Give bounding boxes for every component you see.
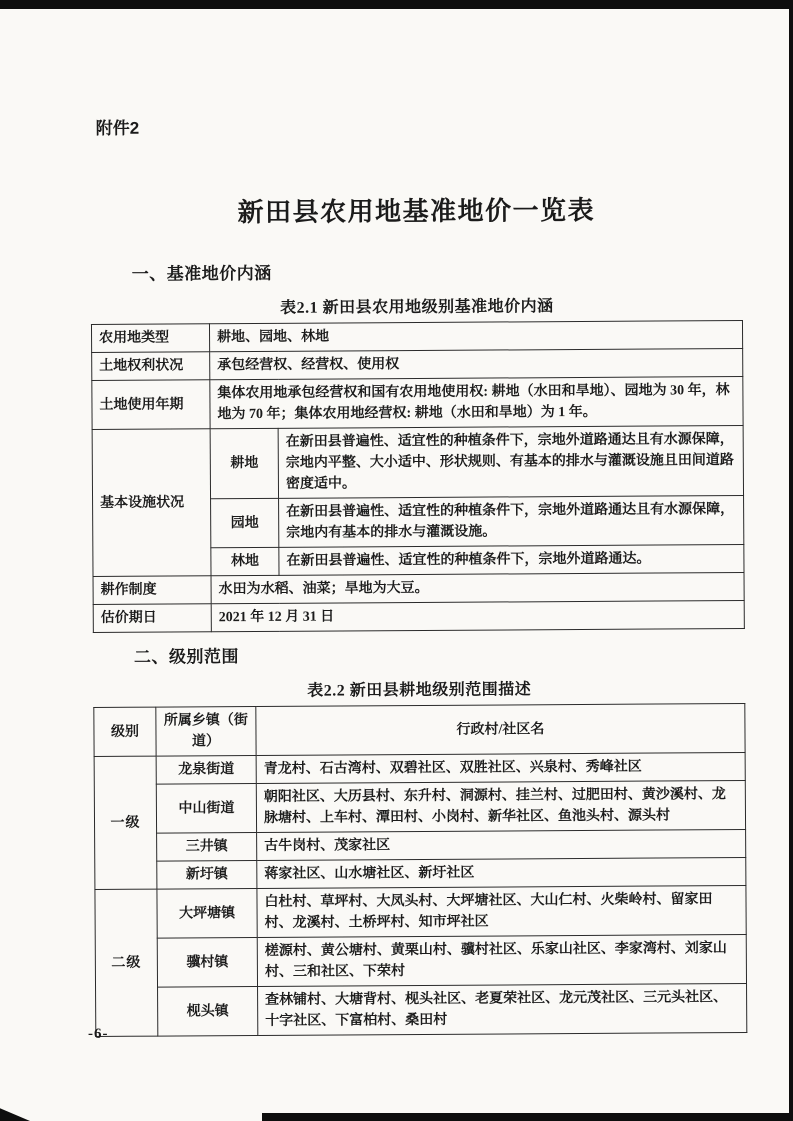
row-value-land-rights: 承包经营权、经营权、使用权 bbox=[210, 349, 743, 380]
villages-cell: 蒋家社区、山水塘社区、新圩社区 bbox=[257, 857, 746, 888]
table-row bbox=[91, 321, 742, 353]
row-label-valuation-date: 估价期日 bbox=[93, 604, 211, 633]
row-label-facilities: 基本设施状况 bbox=[92, 429, 211, 577]
scan-edge-bottom bbox=[262, 1113, 793, 1121]
section-2-heading: 二、级别范围 bbox=[133, 647, 240, 667]
row-label-land-type: 农用地类型 bbox=[91, 324, 209, 353]
scan-edge-right bbox=[789, 0, 793, 1121]
level-cell-1: 一级 bbox=[94, 756, 157, 889]
villages-cell: 古牛岗村、茂家社区 bbox=[257, 829, 746, 860]
town-cell: 枧头镇 bbox=[158, 986, 258, 1036]
table-row bbox=[94, 780, 745, 833]
header-villages: 行政村/社区名 bbox=[256, 703, 745, 755]
facilities-desc-forest: 在新田县普遍性、适宜性的种植条件下，宗地外道路通达。 bbox=[279, 545, 744, 576]
header-town: 所属乡镇（街道） bbox=[156, 706, 256, 756]
document-title: 新田县农用地基准地价一览表 bbox=[237, 194, 596, 228]
row-label-tenure: 土地使用年期 bbox=[92, 380, 210, 430]
scan-corner-bottom-left bbox=[0, 1105, 30, 1121]
table-row bbox=[95, 829, 746, 861]
table-row bbox=[95, 885, 746, 938]
facilities-desc-garden: 在新田县普遍性、适宜性的种植条件下，宗地外道路通达且有水源保障，宗地内有基本的排水与灌溉设施。 bbox=[279, 496, 744, 548]
table-level-range bbox=[93, 703, 747, 1037]
table-2-caption: 表2.2 新田县耕地级别范围描述 bbox=[307, 681, 532, 700]
table-row bbox=[95, 934, 746, 987]
row-value-land-type: 耕地、园地、林地 bbox=[209, 321, 742, 352]
town-cell: 新圩镇 bbox=[157, 860, 257, 889]
attachment-label: 附件2 bbox=[95, 118, 140, 138]
table-header-row bbox=[94, 703, 745, 756]
header-level: 级别 bbox=[94, 707, 156, 756]
row-value-tenure: 集体农用地承包经营权和国有农用地使用权: 耕地（水田和旱地）、园地为 30 年，林地为 70 年；集体农用地经营权: 耕地（水田和旱地）为 1 年。 bbox=[210, 377, 743, 429]
villages-cell: 槎源村、黄公塘村、黄栗山村、骥村社区、乐家山社区、李家湾村、刘家山村、三和社区、下荣村 bbox=[257, 934, 746, 986]
town-cell: 中山街道 bbox=[156, 783, 256, 833]
page-number: -6- bbox=[88, 1026, 109, 1042]
document-page bbox=[89, 0, 747, 1037]
section-1-heading: 一、基准地价内涵 bbox=[131, 263, 272, 284]
level-cell-2: 二级 bbox=[95, 889, 158, 1036]
town-cell: 大坪塘镇 bbox=[157, 888, 257, 938]
row-value-valuation-date: 2021 年 12 月 31 日 bbox=[211, 601, 744, 632]
table-row bbox=[92, 426, 743, 500]
villages-cell: 朝阳社区、大历县村、东升村、洞源村、挂兰村、过肥田村、黄沙溪村、龙脉塘村、上车村、潭田村、小岗村、新华社区、鱼池头村、源头村 bbox=[256, 780, 745, 832]
facilities-type-garden: 园地 bbox=[211, 498, 279, 547]
facilities-desc-cultivated: 在新田县普遍性、适宜性的种植条件下，宗地外道路通达且有水源保障，宗地内平整、大小适中、形状规则、有基本的排水与灌溉设施且田间道路密度适中。 bbox=[278, 426, 743, 499]
table-row bbox=[96, 983, 747, 1036]
table-row bbox=[94, 752, 745, 784]
facilities-type-cultivated: 耕地 bbox=[210, 428, 278, 498]
villages-cell: 查林铺村、大塘背村、枧头社区、老夏荣社区、龙元茂社区、三元头社区、十字社区、下富柏村、桑田村 bbox=[258, 983, 747, 1035]
facilities-type-forest: 林地 bbox=[211, 547, 279, 575]
table-row bbox=[92, 377, 743, 430]
row-value-farming-system: 水田为水稻、油菜；旱地为大豆。 bbox=[211, 573, 744, 604]
town-cell: 三井镇 bbox=[157, 832, 257, 861]
villages-cell: 青龙村、石古湾村、双碧社区、双胜社区、兴泉村、秀峰社区 bbox=[256, 752, 745, 783]
row-label-farming-system: 耕作制度 bbox=[93, 576, 211, 605]
table-base-price-connotation bbox=[91, 320, 745, 633]
table-row bbox=[95, 857, 746, 889]
town-cell: 龙泉街道 bbox=[156, 755, 256, 784]
table-row bbox=[93, 573, 744, 605]
town-cell: 骥村镇 bbox=[157, 937, 257, 987]
table-1-caption: 表2.1 新田县农用地级别基准地价内涵 bbox=[280, 298, 554, 317]
table-row bbox=[93, 601, 744, 633]
scan-edge-top bbox=[0, 0, 793, 9]
row-label-land-rights: 土地权利状况 bbox=[92, 352, 210, 381]
table-row bbox=[92, 349, 743, 381]
villages-cell: 白杜村、草坪村、大凤头村、大坪塘社区、大山仁村、火柴岭村、留家田村、龙溪村、土桥坪村、知市坪社区 bbox=[257, 885, 746, 937]
